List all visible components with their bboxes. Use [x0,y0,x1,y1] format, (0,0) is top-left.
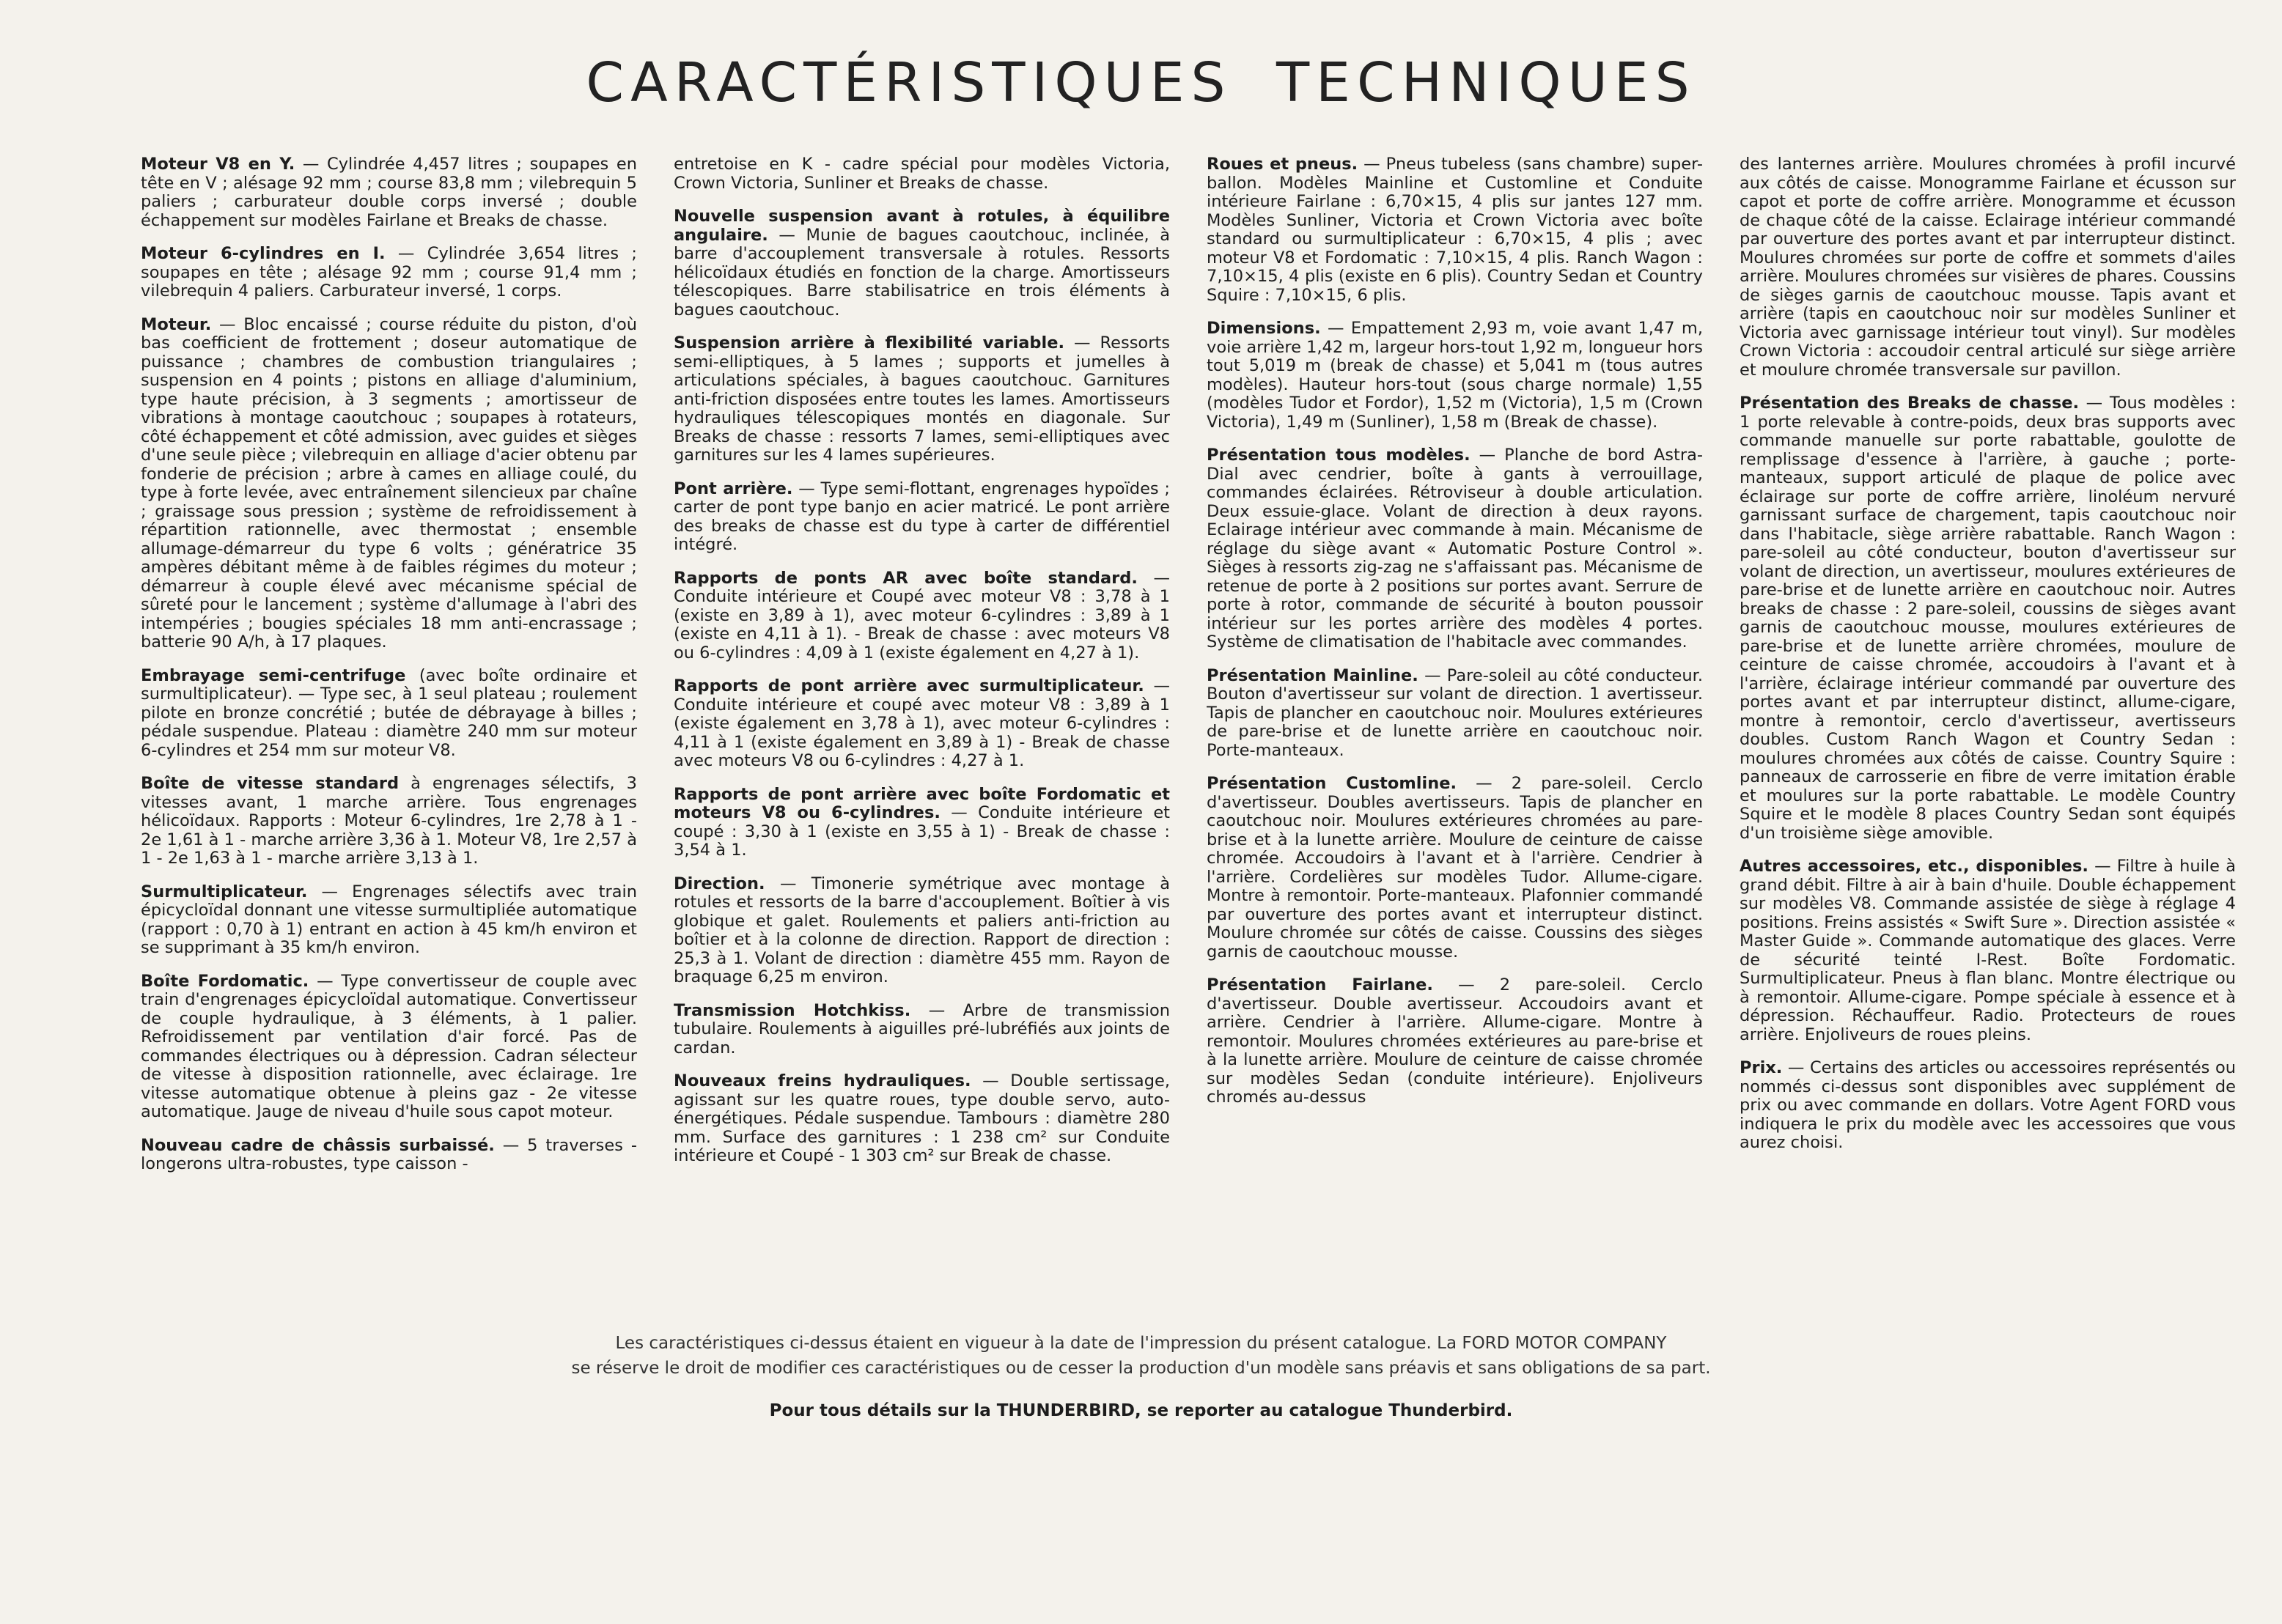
section-text: — Arbre de transmission tubulaire. Roulements à aiguilles pré-lubréfiés aux joints de cardan. [674,1000,1170,1058]
section-heading: Suspension arrière à flexibilité variable. [674,333,1065,353]
section-heading: Embrayage semi-centrifuge [141,665,406,685]
spec-section [141,155,637,230]
section-heading: Nouveau cadre de châssis surbaissé. [141,1135,495,1155]
spec-section [141,667,637,761]
spec-section [1207,976,1703,1107]
section-heading: Surmultiplicateur. [141,882,308,901]
section-heading: Présentation des Breaks de chasse. [1740,394,2080,413]
spec-section [674,155,1170,193]
spec-section [1207,446,1703,652]
section-text: des lanternes arrière. Moulures chromées à profil incurvé aux côtés de caisse. Monogramme Fairlane et écusson sur capot et porte de coffre arrière. Monogramme et écusson de chaque côté de la caisse. Eclairage intérieur commandé par ouverture des portes avant et par interrupteur distinct. Moulures chromées sur porte de coffre et sommets d'ailes arrière. Moulures chromées sur visières de phares. Coussins de sièges garnis de caoutchouc mousse. Tapis avant et arrière (tapis en caoutchouc noir sur modèles Sunliner et Victoria avec garnissage intérieur tout vinyl). Sur modèles Crown Victoria : accoudoir central articulé sur siège arrière et moulure chromée transversale sur pavillon. [1740,155,2236,380]
spec-section [674,1072,1170,1166]
spec-section [674,480,1170,555]
section-heading: Présentation Customline. [1207,774,1457,793]
spec-section [674,677,1170,771]
column-3 [1207,155,1703,1321]
section-text: — Cylindrée 3,654 litres ; soupapes en tête ; alésage 92 mm ; course 91,4 mm ; vilebrequin 4 paliers. Carburateur inversé, 1 corps. [141,244,637,300]
section-heading: Moteur. [141,314,212,334]
spec-section [1207,155,1703,305]
section-text: — Timonerie symétrique avec montage à rotules et ressorts de la barre d'accouplement. Boîtier à vis globique et galet. Roulements et paliers anti-friction au boîtier et à la colonne de direction. Rapport de direction : 25,3 à 1. Volant de direction : diamètre 455 mm. Rayon de braquage 6,25 m environ. [674,874,1170,986]
section-text: — Ressorts semi-elliptiques, à 5 lames ; supports et jumelles à articulations spéciales, à bagues caoutchouc. Garnitures anti-friction disposées entre toutes les lames. Amortisseurs hydrauliques télescopiques montés en diagonale. Sur Breaks de chasse : ressorts 7 lames, semi-elliptiques avec garnitures sur les 4 lames supérieures. [674,333,1170,465]
spec-section [141,972,637,1122]
spec-section [674,207,1170,320]
spec-columns [141,155,2236,1321]
section-text: — Double sertissage, agissant sur les quatre roues, type double servo, auto-énergétiques. Pédale suspendue. Tambours : diamètre 280 mm. Surface des garnitures : 1 238 cm² sur Conduite intérieure et Coupé - 1 303 cm² sur Break de chasse. [674,1071,1170,1165]
section-heading: Boîte Fordomatic. [141,971,309,991]
section-text: — Empattement 2,93 m, voie avant 1,47 m, voie arrière 1,42 m, largeur hors-tout 1,92 m, longueur hors tout 5,019 m (break de chasse) et 5,041 m (tous autres modèles). Hauteur hors-tout (sous charge normale) 1,55 (modèles Tudor et Fordor), 1,52 m (Victoria), 1,5 m (Crown Victoria), 1,49 m (Sunliner), 1,58 m (Break de chasse). [1207,319,1703,432]
section-heading: Boîte de vitesse standard [141,774,400,793]
footer-thunderbird-note: Pour tous détails sur la THUNDERBIRD, se reporter au catalogue Thunderbird. [769,1401,1513,1420]
section-text: à engrenages sélectifs, 3 vitesses avant, 1 marche arrière. Tous engrenages hélicoïdaux. Rapports : Moteur 6-cylindres, 1re 2,78 à 1 - 2e 1,61 à 1 - marche arrière 3,36 à 1. Moteur V8, 1re 2,57 à 1 - 2e 1,63 à 1 - marche arrière 3,13 à 1. [141,774,637,868]
section-heading: Rapports de ponts AR avec boîte standard. [674,568,1138,588]
section-heading: Nouveaux freins hydrauliques. [674,1071,971,1090]
section-text: — Tous modèles : 1 porte relevable à contre-poids, deux bras supports avec commande manuelle sur porte rabattable, goulotte de remplissage d'essence à l'arrière, à gauche ; porte-manteaux, support articulé de plaque de police avec éclairage sur porte de coffre arrière, linoléum nervuré garnissant surface de chargement, tapis caoutchouc noir dans l'habitacle, siège arrière rabattable. Ranch Wagon : pare-soleil au côté conducteur, bouton d'avertisseur sur volant de direction, un avertisseur, moulures extérieures de pare-brise et de lunette arrière en caoutchouc noir. Autres breaks de chasse : 2 pare-soleil, coussins de sièges avant garnis de caoutchouc mousse, moulures extérieures de pare-brise et de lunette arrière chromées, moulure de ceinture de caisse chromée, accoudoirs à l'avant et à l'arrière, éclairage intérieur commandé par ouverture des portes avant et par interrupteur distinct, allume-cigare, montre à remontoir, cerclo d'avertisseur, avertisseurs doubles. Custom Ranch Wagon et Country Sedan : moulures chromées aux côtés de caisse. Country Squire : panneaux de carrosserie en fibre de verre imitation érable et moulures sur la porte rabattable. Le modèle Country Squire et le modèle 8 places Country Sedan sont équipés d'un troisième siège amovible. [1740,394,2236,843]
section-heading: Présentation Fairlane. [1207,975,1433,994]
section-text: — Cylindrée 4,457 litres ; soupapes en tête en V ; alésage 92 mm ; course 83,8 mm ; vilebrequin 5 paliers ; carburateur double corps inversé ; double échappement sur modèles Fairlane et Breaks de chasse. [141,155,637,230]
spec-section [1207,775,1703,962]
section-text: — Filtre à huile à grand débit. Filtre à air à bain d'huile. Double échappement sur modèles V8. Commande assistée de siège à réglage 4 positions. Freins assistés « Swift Sure ». Direction assistée « Master Guide ». Commande automatique des glaces. Verre de sécurité teinté I-Rest. Boîte Fordomatic. Surmultiplicateur. Pneus à flan blanc. Montre électrique ou à remontoir. Allume-cigare. Pompe spéciale à essence et à dépression. Réchauffeur. Radio. Protecteurs de roues arrière. Enjoliveurs de roues pleins. [1740,857,2236,1044]
spec-section [141,245,637,301]
footer-line-2: se réserve le droit de modifier ces caractéristiques ou de cesser la production d'un modèle sans préavis et sans obligations de sa part. [571,1359,1711,1378]
spec-section [141,775,637,868]
page-title: CARACTÉRISTIQUES TECHNIQUES [586,51,1696,114]
section-text: entretoise en K - cadre spécial pour modèles Victoria, Crown Victoria, Sunliner et Breaks de chasse. [674,155,1170,193]
spec-section [674,569,1170,663]
spec-section [1207,667,1703,761]
column-1 [141,155,637,1321]
section-text: — Conduite intérieure et coupé : 3,30 à 1 (existe en 3,55 à 1) - Break de chasse : 3,54 à 1. [674,803,1170,860]
spec-section [1740,394,2236,843]
section-heading: Moteur 6-cylindres en I. [141,244,386,263]
spec-section [1740,155,2236,380]
section-text: — Munie de bagues caoutchouc, inclinée, à barre d'accouplement transversale à rotules. Ressorts hélicoïdaux étudiés en fonction de la charge. Amortisseurs télescopiques. Barre stabilisatrice en trois éléments à bagues caoutchouc. [674,225,1170,320]
footer-line-1: Les caractéristiques ci-dessus étaient en vigueur à la date de l'impression du présent catalogue. La FORD MOTOR COMPANY [615,1334,1667,1353]
section-text: (avec boîte ordinaire et surmultiplicateur). — Type sec, à 1 seul plateau ; roulement pilote en bronze concrétié ; butée de débrayage à billes ; pédale suspendue. Plateau : diamètre 240 mm sur moteur 6-cylindres et 254 mm sur moteur V8. [141,665,637,760]
section-text: — Pare-soleil au côté conducteur. Bouton d'avertisseur sur volant de direction. 1 avertisseur. Tapis de plancher en caoutchouc noir. Moulures extérieures de pare-brise et de lunette arrière en caoutchouc noir. Porte-manteaux. [1207,665,1703,760]
section-text: — 2 pare-soleil. Cerclo d'avertisseur. Doubles avertisseurs. Tapis de plancher en caoutchouc noir. Moulures extérieures chromées au pare-brise et à la lunette arrière. Moulure de ceinture de caisse chromée. Accoudoirs à l'avant et à l'arrière. Cendrier à l'arrière. Cordelières sur modèles Tudor. Allume-cigare. Montre à remontoir. Porte-manteaux. Plafonnier commandé par ouverture des portes avant et interrupteur distinct. Moulure chromée sur côtés de caisse. Coussins des sièges garnis de caoutchouc mousse. [1207,774,1703,962]
section-heading: Présentation Mainline. [1207,665,1418,685]
section-text: — Bloc encaissé ; course réduite du piston, d'où bas coefficient de frottement ; doseur automatique de puissance ; chambres de combustion triangulaires ; suspension en 4 points ; pistons en alliage d'aluminium, type haute précision, à 3 segments ; amortisseur de vibrations à montage caoutchouc ; soupapes à rotateurs, côté échappement et côté admission, avec guides et sièges d'une seule pièce ; vilebrequin en alliage d'acier obtenu par fonderie de précision ; arbre à cames en alliage coulé, du type à forte levée, avec entraînement silencieux par chaîne ; graissage sous pression ; système de refroidissement à répartition rationnelle, avec thermostat ; ensemble allumage-démarreur du type 6 volts ; génératrice 35 ampères débitant même à de faibles régimes du moteur ; démarreur à couple élevé avec mécanisme spécial de sûreté pour le lancement ; système d'allumage à l'abri des intempéries ; bougies spéciales 18 mm anti-encrassage ; batterie 90 A/h, à 17 plaques. [141,314,637,652]
section-heading: Direction. [674,874,765,893]
section-heading: Prix. [1740,1058,1783,1077]
section-text: — 5 traverses - longerons ultra-robustes, type caisson - [141,1135,637,1173]
section-heading: Rapports de pont arrière avec surmultiplicateur. [674,676,1144,695]
section-heading: Nouvelle suspension avant à rotules, à équilibre angulaire. [674,207,1170,245]
section-text: — Certains des articles ou accessoires représentés ou nommés ci-dessus sont disponibles avec supplément de prix ou avec commande en dollars. Votre Agent FORD vous indiquera le prix du modèle avec les accessoires que vous aurez choisi. [1740,1058,2236,1152]
spec-section [674,875,1170,987]
spec-section [141,316,637,652]
column-2 [674,155,1170,1321]
section-text: — 2 pare-soleil. Cerclo d'avertisseur. Double avertisseur. Accoudoirs avant et arrière. Cendrier à l'arrière. Allume-cigare. Montre à remontoir. Moulures chromées extérieures au pare-brise et à la lunette arrière. Moulure de ceinture de caisse chromée sur modèles Sedan (conduite intérieure). Enjoliveurs chromés au-dessus [1207,975,1703,1107]
section-heading: Pont arrière. [674,479,793,498]
section-heading: Rapports de pont arrière avec boîte Fordomatic et moteurs V8 ou 6-cylindres. [674,784,1170,822]
section-heading: Autres accessoires, etc., disponibles. [1740,857,2088,876]
spec-section [674,786,1170,860]
section-text: — Type semi-flottant, engrenages hypoïdes ; carter de pont type banjo en acier matricé. Le pont arrière des breaks de chasse est du type à carter de différentiel intégré. [674,479,1170,554]
section-text: — Pneus tubeless (sans chambre) super-ballon. Modèles Mainline et Customline et Conduite intérieure Fairlane : 6,70×15, 4 plis sur jantes 127 mm. Modèles Sunliner, Victoria et Crown Victoria avec boîte standard ou surmultiplicateur : 6,70×15, 4 plis ; avec moteur V8 et Fordomatic : 7,10×15, 4 plis. Ranch Wagon : 7,10×15, 4 plis (existe en 6 plis). Country Sedan et Country Squire : 7,10×15, 6 plis. [1207,155,1703,305]
section-heading: Présentation tous modèles. [1207,446,1471,465]
section-heading: Transmission Hotchkiss. [674,1000,911,1020]
section-text: — Type convertisseur de couple avec train d'engrenages épicycloïdal automatique. Convertisseur de couple hydraulique, à 3 éléments, à 1 palier. Refroidissement par ventilation d'air forcé. Pas de commandes électriques ou à dépression. Cadran sélecteur de vitesse à disposition rationnelle, avec éclairage. 1re vitesse automatique obtenue à pleins gaz - 2e vitesse automatique. Jauge de niveau d'huile sous capot moteur. [141,971,637,1121]
spec-section [141,883,637,958]
footer-notice [0,1331,2282,1423]
spec-section [674,334,1170,465]
section-heading: Moteur V8 en Y. [141,155,295,174]
spec-section [674,1002,1170,1058]
section-text: — Planche de bord Astra-Dial avec cendrier, boîte à gants à verrouillage, commandes éclairées. Rétroviseur à double articulation. Deux essuie-glace. Volant de direction à deux rayons. Eclairage intérieur avec commande à main. Mécanisme de réglage du siège avant « Automatic Posture Control ». Sièges à ressorts zig-zag ne s'affaissant pas. Mécanisme de retenue de porte à 2 positions sur portes avant. Serrure de porte à rotor, commande de sécurité à bouton poussoir intérieur sur les portes arrière des modèles 4 portes. Système de climatisation de l'habitacle avec commandes. [1207,446,1703,652]
spec-section [1740,857,2236,1044]
section-heading: Dimensions. [1207,319,1321,338]
spec-section [141,1137,637,1174]
section-text: — Conduite intérieure et coupé avec moteur V8 : 3,89 à 1 (existe également en 3,78 à 1), avec moteur 6-cylindres : 4,11 à 1 (existe également en 3,89 à 1) - Break de chasse avec moteurs V8 ou 6-cylindres : 4,27 à 1. [674,676,1170,770]
section-text: — Conduite intérieure et Coupé avec moteur V8 : 3,78 à 1 (existe en 3,89 à 1), avec moteur 6-cylindres : 3,89 à 1 (existe en 4,11 à 1). - Break de chasse : avec moteurs V8 ou 6-cylindres : 4,09 à 1 (existe également en 4,27 à 1). [674,568,1170,662]
spec-section [1740,1059,2236,1153]
section-heading: Roues et pneus. [1207,155,1358,174]
spec-section [1207,320,1703,432]
column-4 [1740,155,2236,1321]
section-text: — Engrenages sélectifs avec train épicycloïdal donnant une vitesse surmultipliée automatique (rapport : 0,70 à 1) entrant en action à 45 km/h environ et se supprimant à 35 km/h environ. [141,882,637,957]
